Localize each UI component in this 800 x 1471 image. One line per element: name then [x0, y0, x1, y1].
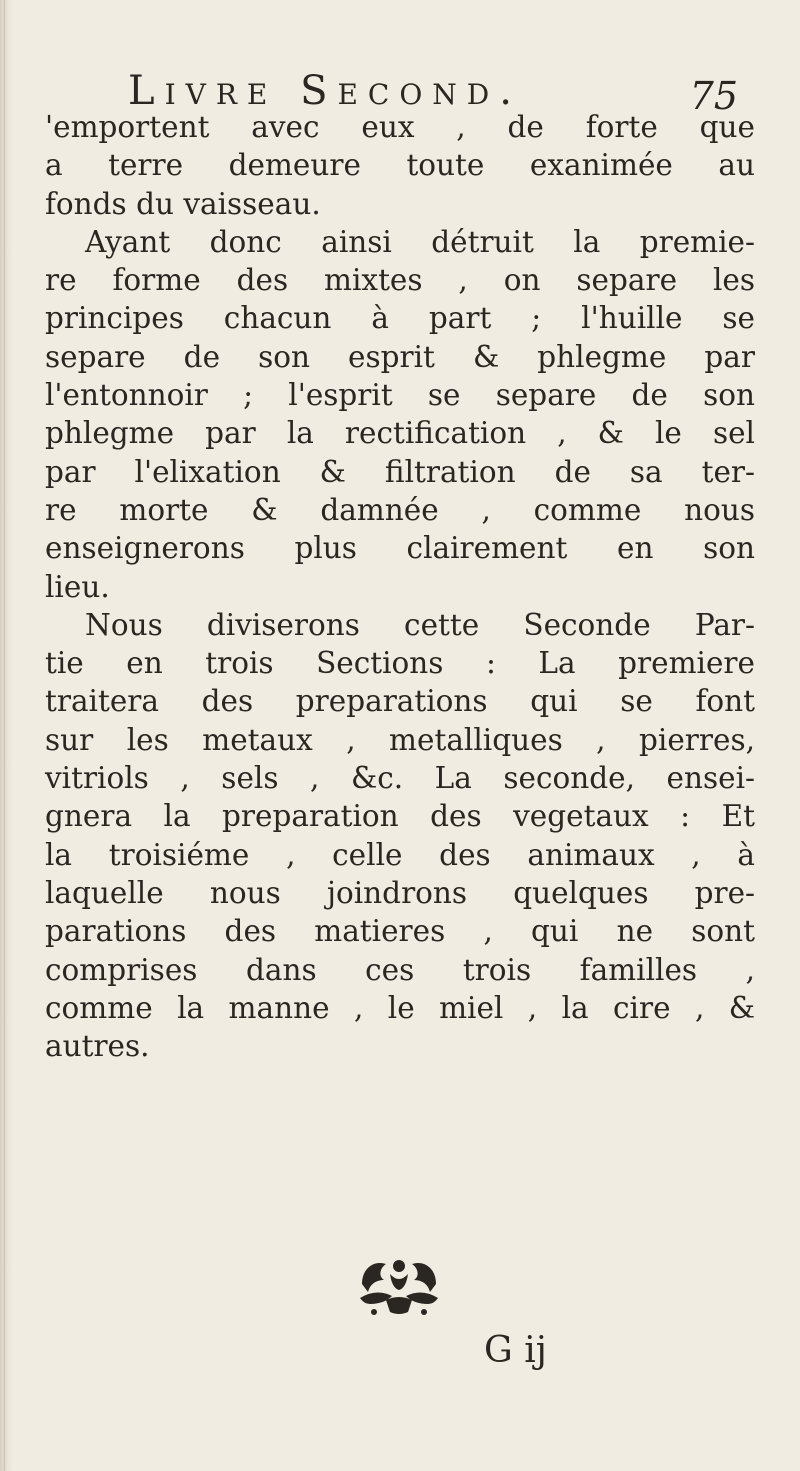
- text-line: separe de son esprit & phlegme par: [45, 339, 755, 374]
- text-line: gnera la preparation des vegetaux : Et: [45, 799, 755, 834]
- text-line: lieu.: [45, 569, 110, 604]
- page-gutter-edge: [0, 0, 14, 1471]
- text-line: tie en trois Sections : La premiere: [45, 646, 755, 681]
- text-line: l'entonnoir ; l'esprit se separe de son: [45, 378, 755, 413]
- text-line: Ayant donc ainsi détruit la premie-: [85, 224, 755, 259]
- text-line: comprises dans ces trois familles ,: [45, 952, 755, 987]
- text-line: laquelle nous joindrons quelques pre-: [45, 875, 755, 910]
- signature-mark: G ij: [484, 1330, 547, 1371]
- text-line: re forme des mixtes , on separe les: [45, 263, 755, 298]
- text-line: re morte & damnée , comme nous: [45, 492, 755, 527]
- printer-fleuron-icon: [356, 1254, 442, 1318]
- text-line: Nous diviserons cette Seconde Par-: [85, 607, 755, 642]
- text-line: enseignerons plus clairement en son: [45, 531, 755, 566]
- text-line: traitera des preparations qui se font: [45, 684, 755, 719]
- text-line: fonds du vaisseau.: [45, 186, 321, 221]
- text-line: a terre demeure toute exanimée au: [45, 148, 755, 183]
- text-line: sur les metaux , metalliques , pierres,: [45, 722, 755, 757]
- text-line: vitriols , sels , &c. La seconde, ensei-: [45, 761, 755, 796]
- text-line: 'emportent avec eux , de forte que: [45, 110, 755, 144]
- running-title: Livre Second.: [128, 68, 522, 114]
- text-line: la troisiéme , celle des animaux , à: [45, 837, 755, 872]
- text-line: parations des matieres , qui ne sont: [45, 914, 755, 949]
- text-line: phlegme par la rectification , & le sel: [45, 416, 755, 451]
- page-number: 75: [689, 74, 738, 118]
- body-text: [45, 108, 755, 1065]
- text-line: autres.: [45, 1029, 150, 1064]
- text-line: principes chacun à part ; l'huille se: [45, 301, 755, 336]
- text-line: par l'elixation & filtration de sa ter-: [45, 454, 755, 489]
- text-line: comme la manne , le miel , la cire , &: [45, 990, 755, 1025]
